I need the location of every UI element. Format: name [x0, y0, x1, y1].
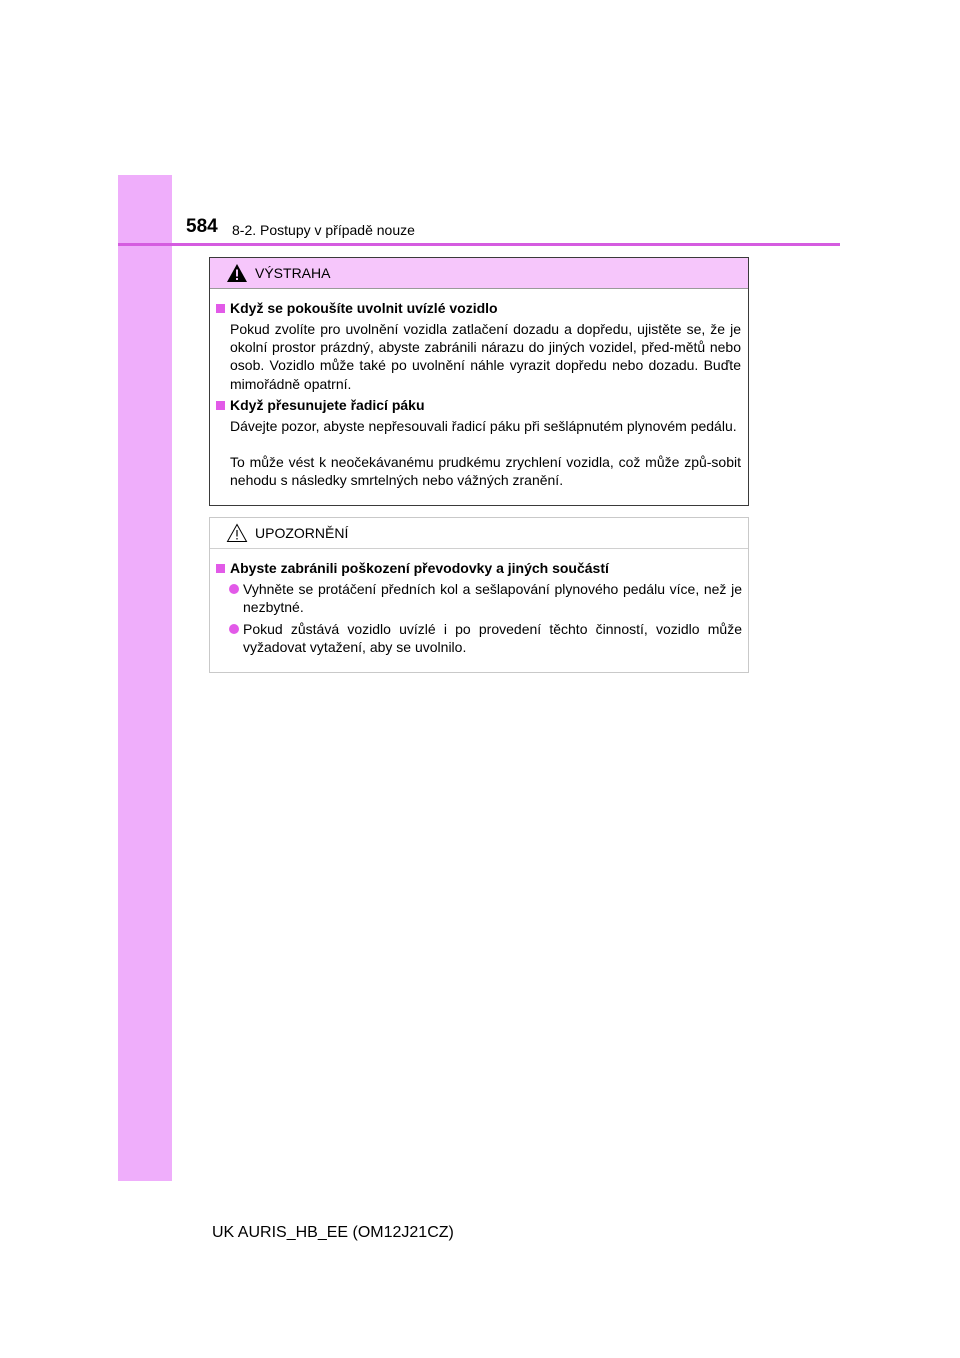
page-number: 584 [186, 216, 218, 237]
warning-title: VÝSTRAHA [255, 265, 331, 281]
warning-header [210, 258, 748, 289]
caution-triangle-icon [226, 523, 248, 543]
warning-item-title: Když přesunujete řadicí páku [230, 397, 425, 413]
round-bullet-icon [229, 624, 239, 634]
square-bullet-icon [216, 401, 225, 410]
caution-item-title: Abyste zabránili poškození převodovky a jiných součástí [230, 560, 609, 576]
round-bullet-icon [229, 584, 239, 594]
warning-box [209, 257, 749, 506]
warning-item-title: Když se pokoušíte uvolnit uvízlé vozidlo [230, 300, 498, 316]
document-code: UK AURIS_HB_EE (OM12J21CZ) [212, 1224, 454, 1241]
header-divider [118, 243, 840, 246]
section-title: 8-2. Postupy v případě nouze [232, 222, 415, 238]
caution-bullet-text: Vyhněte se protáčení předních kol a sešlapování plynového pedálu více, než je nezbytné. [243, 581, 742, 616]
warning-triangle-icon [226, 263, 248, 283]
caution-bullet-text: Pokud zůstává vozidlo uvízlé i po provedení těchto činností, vozidlo může vyžadovat vytažení, aby se uvolnilo. [243, 621, 742, 656]
warning-item-text: Dávejte pozor, abyste nepřesouvali řadicí páku při sešlápnutém plynovém pedálu. [230, 418, 737, 434]
warning-item-text: To může vést k neočekávanému prudkému zrychlení vozidla, což může způ-sobit nehodu s následky smrtelných nebo vážných zranění. [230, 454, 741, 489]
caution-header [210, 518, 748, 549]
warning-item-text: Pokud zvolíte pro uvolnění vozidla zatlačení dozadu a dopředu, ujistěte se, že je okolní prostor prázdný, abyste zabránili nárazu do jiných vozidel, před-mětů nebo osob. Vozidlo může také po uvolnění náhle vyrazit dopředu nebo dozadu. Buďte mimořádně opatrní. [230, 321, 741, 392]
side-tab-bar [118, 175, 172, 1181]
square-bullet-icon [216, 564, 225, 573]
caution-box [209, 517, 749, 673]
caution-title: UPOZORNĚNÍ [255, 525, 349, 541]
square-bullet-icon [216, 304, 225, 313]
